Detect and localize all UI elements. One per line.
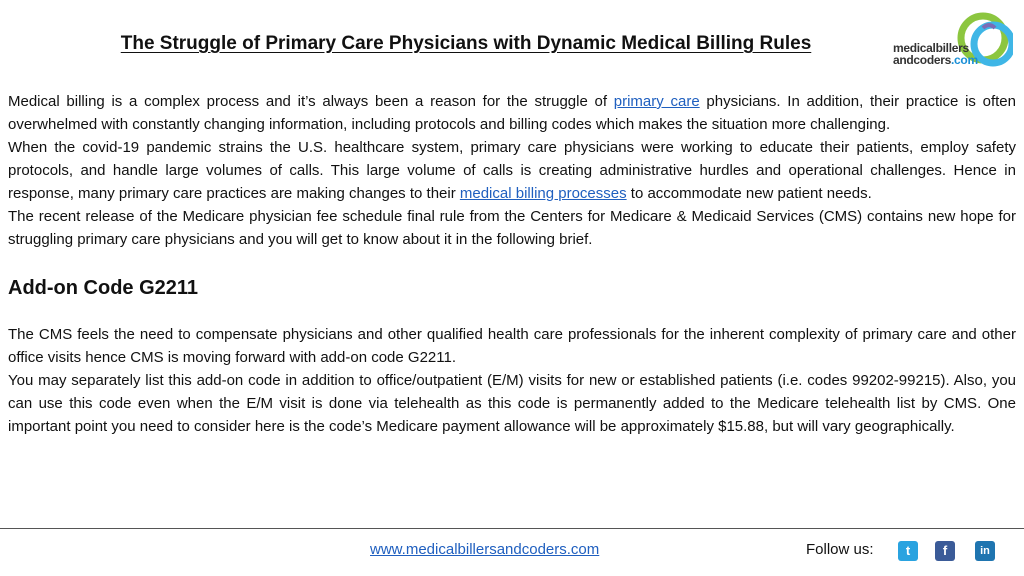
article-body xyxy=(8,90,1016,438)
paragraph-covid: When the covid-19 pandemic strains the U.S. healthcare system, primary care physicians were working to educate their patients, employ safety protocols, and handle large volumes of calls. This large volume of calls is creating administrative hurdles and operational challenges. Hence in response, many primary care practices are making changes to their medical billing processes to accommodate new patient needs. xyxy=(8,139,1016,202)
paragraph-add-on-code: You may separately list this add-on code in addition to office/outpatient (E/M) visits for new or established patients (i.e. codes 99202-99215). Also, you can use this code even when the E/M visit is done via telehealth as this code is permanently added to the Medicare telehealth list by CMS. One important point you need to consider here is the code’s Medicare payment allowance will be approximately $15.88, but will vary geographically. xyxy=(8,372,1016,435)
section-heading: Add-on Code G2211 xyxy=(8,277,199,299)
medical-billing-processes-link[interactable]: medical billing processes xyxy=(459,185,627,202)
logo-text-line1: medicalbillers xyxy=(893,41,969,55)
paragraph-cms-release: The recent release of the Medicare physician fee schedule final rule from the Centers for Medicare & Medicaid Services (CMS) contains new hope for struggling primary care physicians and you will get to know about it in the following brief. xyxy=(8,208,1016,248)
footer-divider xyxy=(0,528,1024,529)
logo-text-line2: andcoders.com xyxy=(893,53,978,67)
company-logo xyxy=(893,12,1015,72)
linkedin-icon[interactable]: in xyxy=(975,541,995,561)
website-link[interactable]: www.medicalbillersandcoders.com xyxy=(370,541,600,558)
paragraph-intro: Medical billing is a complex process and it’s always been a reason for the struggle of primary care physicians. In addition, their practice is often overwhelmed with constantly changing information, including protocols and billing codes which makes the situation more challenging. xyxy=(8,93,1016,133)
paragraph-compensation: The CMS feels the need to compensate physicians and other qualified health care professionals for the inherent complexity of primary care and other office visits hence CMS is moving forward with add-on code G2211. xyxy=(8,326,1016,366)
primary-care-link[interactable]: primary care xyxy=(613,93,700,110)
page-title: The Struggle of Primary Care Physicians with Dynamic Medical Billing Rules xyxy=(120,33,812,54)
facebook-icon[interactable]: f xyxy=(935,541,955,561)
twitter-icon[interactable]: t xyxy=(898,541,918,561)
follow-us-label: Follow us: xyxy=(806,541,874,558)
